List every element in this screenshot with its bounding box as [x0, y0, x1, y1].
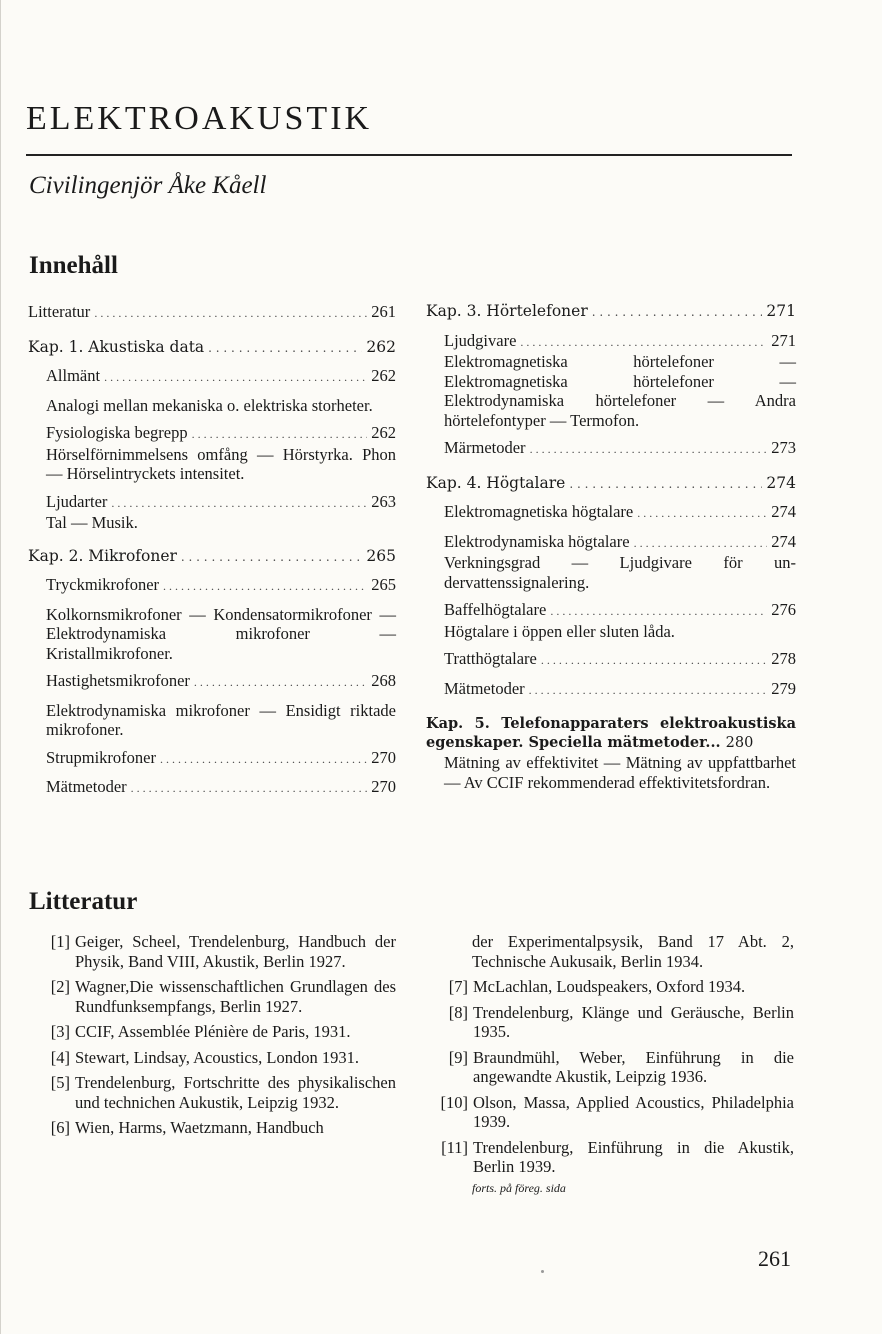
- toc-entry: Tratthögtalare . . . 278: [426, 649, 796, 671]
- toc-chapter: Kap. 2. Mikrofoner . . . 265: [28, 547, 396, 568]
- title-rule: [26, 154, 792, 156]
- toc-right-column: [426, 302, 796, 792]
- reference-item: [11] Trendelenburg, Einführung in die Akustik, Berlin 1939.: [441, 1137, 794, 1176]
- reference-item: [7] McLachlan, Loudspeakers, Oxford 1934.: [448, 977, 746, 996]
- toc-entry: Ljudgivare . . . 271: [426, 331, 796, 353]
- toc-subtext: Elektrodynamiska mikrofoner — Ensidigt riktade mikrofoner.: [46, 700, 396, 739]
- reference-continuation: der Experimentalpsysik, Band 17 Abt. 2, Technische Aukusaik, Berlin 1934.: [472, 932, 794, 971]
- chapter-title: ELEKTROAKUSTIK: [26, 100, 373, 137]
- toc-subtext: Hörselförnimmelsens omfång — Hörstyrka. Phon — Hörselintryckets intensitet.: [46, 444, 396, 483]
- toc-subtext: Mätning av effektivitet — Mätning av uppfattbarhet — Av CCIF rekommenderad effektivitetsfordran.: [444, 753, 796, 792]
- toc-subtext: Analogi mellan mekaniska o. elektriska storheter.: [46, 395, 373, 415]
- reference-item: [6] Wien, Harms, Waetzmann, Handbuch: [50, 1118, 324, 1137]
- reference-item: [5] Trendelenburg, Fortschritte des physikalischen und technichen Aukustik, Leipzig 1932.: [50, 1073, 396, 1112]
- reference-item: [1] Geiger, Scheel, Trendelenburg, Handbuch der Physik, Band VIII, Akustik, Berlin 1927.: [50, 932, 396, 971]
- paper-speck: [541, 1270, 544, 1273]
- toc-entry: Elektrodynamiska högtalare . . . 274: [426, 532, 796, 554]
- toc-entry: Ljudarter . . . 263: [28, 492, 396, 514]
- reference-item: [9] Braundmühl, Weber, Einführung in die angewandte Akustik, Leipzig 1936.: [448, 1047, 794, 1086]
- reference-item: [8] Trendelenburg, Klänge und Geräusche, Berlin 1935.: [448, 1002, 794, 1041]
- reference-item: [3] CCIF, Assemblée Plénière de Paris, 1931.: [50, 1022, 351, 1041]
- page-number: 261: [758, 1246, 791, 1271]
- reference-item: [4] Stewart, Lindsay, Acoustics, London 1931.: [50, 1047, 359, 1067]
- toc-subtext: Högtalare i öppen eller sluten låda.: [444, 621, 675, 641]
- reference-item: [2] Wagner,Die wissenschaftlichen Grundlagen des Rundfunksempfangs, Berlin 1927.: [50, 977, 396, 1016]
- toc-entry: Mätmetoder . . . 279: [426, 679, 796, 701]
- toc-entry: Litteratur . . . 261: [28, 302, 396, 324]
- toc-heading: Innehåll: [29, 252, 118, 279]
- literature-heading: Litteratur: [29, 888, 138, 915]
- toc-chapter-5: Kap. 5. Telefonapparaters elektroakustiska egenskaper. Speciella mätmetoder... 280: [426, 715, 796, 751]
- toc-entry: Baffelhögtalare . . . 276: [426, 600, 796, 622]
- toc-subtext: Verkningsgrad — Ljudgivare för undervattenssignalering.: [444, 553, 796, 592]
- toc-chapter: Kap. 1. Akustiska data . . . 262: [28, 338, 396, 359]
- references-right-column: [426, 932, 794, 1198]
- author-line: Civilingenjör Åke Kåell: [29, 172, 267, 199]
- toc-subtext: Kolkornsmikrofoner — Kondensatormikrofoner — Elektrodynamiska mikrofoner — Kristallmikrofoner.: [46, 604, 396, 663]
- toc-entry: Elektromagnetiska högtalare . . . 274: [426, 502, 796, 524]
- toc-chapter: Kap. 3. Hörtelefoner . . . 271: [426, 302, 796, 323]
- toc-entry: Fysiologiska begrepp . . . 262: [28, 423, 396, 445]
- continued-note: forts. på föreg. sida: [472, 1180, 566, 1195]
- toc-subtext: Tal — Musik.: [46, 513, 138, 532]
- toc-entry: Märmetoder . . . 273: [426, 438, 796, 460]
- reference-item: [10] Olson, Massa, Applied Acoustics, Philadelphia 1939.: [440, 1092, 794, 1131]
- toc-entry: Strupmikrofoner . . . 270: [28, 748, 396, 770]
- toc-chapter: Kap. 4. Högtalare . . . 274: [426, 474, 796, 495]
- toc-left-column: [28, 302, 396, 799]
- toc-entry: Hastighetsmikrofoner . . . 268: [28, 671, 396, 693]
- toc-entry: Allmänt . . . 262: [28, 366, 396, 388]
- toc-entry: Tryckmikrofoner . . . 265: [28, 575, 396, 597]
- references-left-column: [28, 932, 396, 1144]
- toc-entry: Mätmetoder . . . 270: [28, 777, 396, 799]
- toc-subtext: Elektromagnetiska hörtelefoner — Elektromagnetiska hörtelefoner — Elektrodynamiska hörtelefoner — Andra hörtelefontyper — Termofon.: [444, 352, 796, 430]
